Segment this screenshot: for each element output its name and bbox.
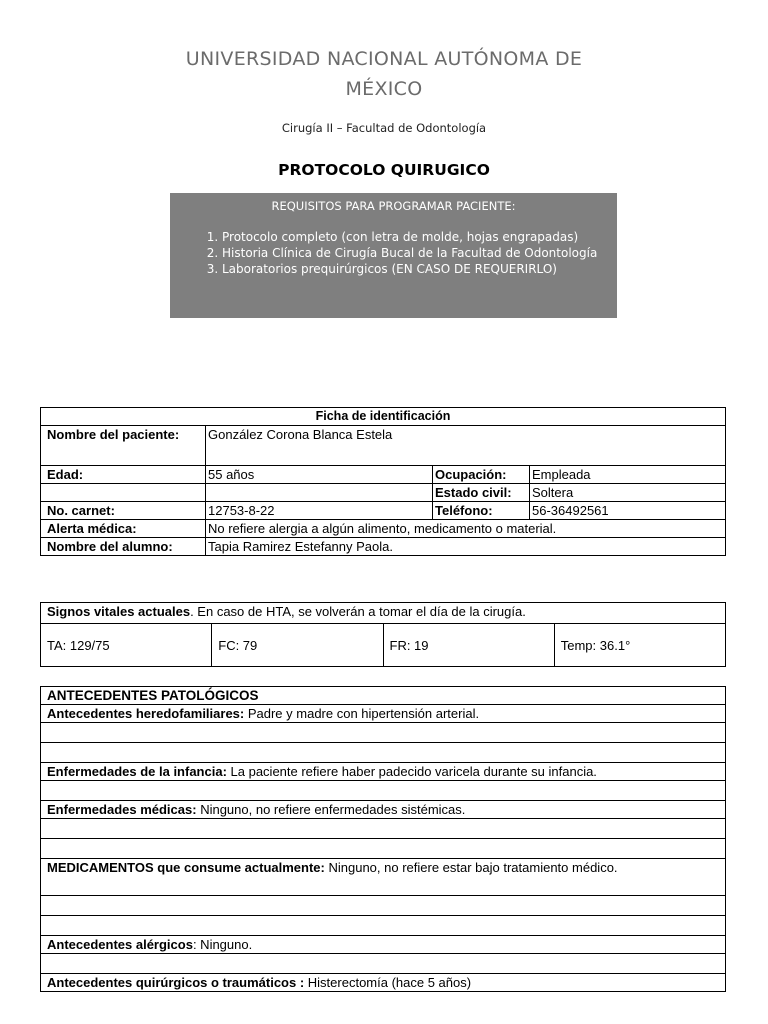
carnet-value: 12753-8-22 bbox=[206, 502, 433, 520]
surgical-label: Antecedentes quirúrgicos o traumáticos : bbox=[47, 975, 305, 990]
occupation-label: Ocupación: bbox=[433, 466, 530, 484]
requirement-item: 2. Historia Clínica de Cirugía Bucal de la Facultad de Odontología bbox=[222, 245, 607, 261]
patient-name-value: González Corona Blanca Estela bbox=[206, 426, 726, 466]
requirements-heading: REQUISITOS PARA PROGRAMAR PACIENTE: bbox=[271, 199, 516, 213]
requirements-list bbox=[180, 229, 607, 277]
empty-row bbox=[41, 916, 726, 936]
medical-diseases-value: Ninguno, no refiere enfermedades sistémicas. bbox=[196, 802, 466, 817]
hereditary-history bbox=[41, 705, 726, 723]
civil-status-value: Soltera bbox=[530, 484, 726, 502]
empty-row bbox=[41, 839, 726, 859]
requirement-item: 1. Protocolo completo (con letra de molde, hojas engrapadas) bbox=[222, 229, 607, 245]
hereditary-value: Padre y madre con hipertensión arterial. bbox=[244, 706, 480, 721]
medications-label: MEDICAMENTOS que consume actualmente: bbox=[47, 860, 325, 875]
vital-signs-table bbox=[40, 602, 726, 667]
temperature: Temp: 36.1° bbox=[554, 624, 725, 667]
empty-cell bbox=[206, 484, 433, 502]
age-value: 55 años bbox=[206, 466, 433, 484]
requirement-item: 3. Laboratorios prequirúrgicos (EN CASO DE REQUERIRLO) bbox=[222, 261, 607, 277]
blood-pressure: TA: 129/75 bbox=[41, 624, 212, 667]
pathological-history-title: ANTECEDENTES PATOLÓGICOS bbox=[41, 687, 726, 705]
requirements-box bbox=[170, 193, 617, 318]
pathological-history-table bbox=[40, 686, 726, 992]
medical-alert-value: No refiere alergia a algún alimento, medicamento o material. bbox=[206, 520, 726, 538]
university-title bbox=[0, 44, 768, 104]
allergic-value: : Ninguno. bbox=[192, 937, 253, 952]
carnet-label: No. carnet: bbox=[41, 502, 206, 520]
student-name-value: Tapia Ramirez Estefanny Paola. bbox=[206, 538, 726, 556]
medical-alert-label: Alerta médica: bbox=[41, 520, 206, 538]
occupation-value: Empleada bbox=[530, 466, 726, 484]
surgical-value: Histerectomía (hace 5 años) bbox=[304, 975, 472, 990]
protocol-title: PROTOCOLO QUIRUGICO bbox=[278, 161, 490, 179]
empty-row bbox=[41, 896, 726, 916]
surgical-history bbox=[41, 974, 726, 992]
respiratory-rate: FR: 19 bbox=[383, 624, 554, 667]
medical-diseases bbox=[41, 801, 726, 819]
hereditary-label: Antecedentes heredofamiliares: bbox=[47, 706, 245, 721]
course-subtitle: Cirugía II – Facultad de Odontología bbox=[281, 121, 487, 135]
childhood-label: Enfermedades de la infancia: bbox=[47, 764, 227, 779]
medications-value: Ninguno, no refiere estar bajo tratamiento médico. bbox=[324, 860, 618, 875]
empty-row bbox=[41, 954, 726, 974]
heart-rate: FC: 79 bbox=[212, 624, 383, 667]
student-name-label: Nombre del alumno: bbox=[41, 538, 206, 556]
identification-table bbox=[40, 407, 726, 556]
childhood-diseases bbox=[41, 763, 726, 781]
empty-cell bbox=[41, 484, 206, 502]
empty-row bbox=[41, 743, 726, 763]
childhood-value: La paciente refiere haber padecido varicela durante su infancia. bbox=[226, 764, 597, 779]
phone-label: Teléfono: bbox=[433, 502, 530, 520]
identification-title: Ficha de identificación bbox=[41, 408, 726, 426]
empty-row bbox=[41, 781, 726, 801]
phone-value: 56-36492561 bbox=[530, 502, 726, 520]
empty-row bbox=[41, 723, 726, 743]
university-line-1: UNIVERSIDAD NACIONAL AUTÓNOMA DE bbox=[185, 48, 583, 70]
patient-name-label: Nombre del paciente: bbox=[41, 426, 206, 466]
empty-row bbox=[41, 819, 726, 839]
current-medications bbox=[41, 859, 726, 896]
university-line-2: MÉXICO bbox=[345, 78, 423, 100]
allergic-history bbox=[41, 936, 726, 954]
vital-signs-heading-note: . En caso de HTA, se volverán a tomar el día de la cirugía. bbox=[190, 604, 526, 619]
vital-signs-heading-label: Signos vitales actuales bbox=[47, 604, 191, 619]
age-label: Edad: bbox=[41, 466, 206, 484]
allergic-label: Antecedentes alérgicos bbox=[47, 937, 193, 952]
medical-diseases-label: Enfermedades médicas: bbox=[47, 802, 197, 817]
vital-signs-heading bbox=[41, 603, 726, 624]
civil-status-label: Estado civil: bbox=[433, 484, 530, 502]
